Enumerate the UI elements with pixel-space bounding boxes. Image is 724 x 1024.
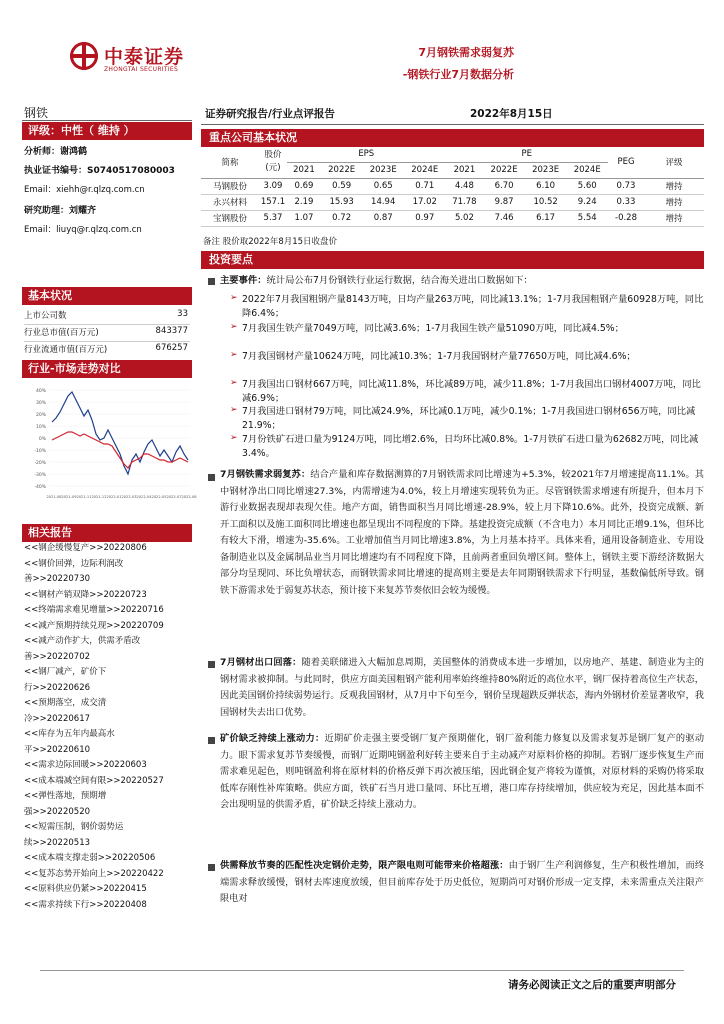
value-cell: 10.52 bbox=[525, 194, 567, 210]
paragraph-ore bbox=[220, 731, 704, 814]
value-cell: 9.24 bbox=[566, 194, 608, 210]
bullet-icon bbox=[208, 864, 215, 871]
table-row bbox=[201, 178, 704, 194]
x-tick-label: 2022-04 bbox=[136, 495, 152, 499]
paragraph-supply bbox=[220, 858, 704, 908]
value-cell: 9.87 bbox=[483, 194, 525, 210]
year-cell: 2022E bbox=[483, 162, 525, 178]
basic-label: 行业总市值(百万元) bbox=[24, 328, 99, 338]
y-tick-label: 0% bbox=[38, 437, 46, 442]
header-price-unit: (元) bbox=[265, 162, 281, 173]
y-tick-label: 10% bbox=[35, 425, 46, 430]
header-rating: 评级 bbox=[644, 146, 704, 178]
arrow-icon: ➢ bbox=[230, 405, 238, 415]
y-tick-label: -10% bbox=[34, 449, 46, 454]
report-title: 7月钢铁需求弱复苏 bbox=[418, 46, 514, 59]
paragraph-text: 结合产量和库存数据测算的7月钢铁需求同比增速为+5.3%，较2021年7月增速提高11.1%。其中钢材净出口同比增速27.3%，内需增速为4.0%，较上月增速实现转负为正。尽管钢铁需求增速有所提升，但本月下游行业数据表现却表现欠佳。地产方面，销售面积当月同比增速-28.9%，较上月下降10.6%。此外，投资完成额、新开工面积以及施工面积同比增速也都呈现出不同程度的下降。基建投资完成额（不含电力）本月同比正增9.1%，但环比有较大下滑，增速为-35.6%。工业增加值当月同比增速3.8%，为上月基本持平。具体来看，通用设备制造业、专用设备制造业以及金属制品业当月同比增速均有不同程度下降，且前两者重回负增区间。整体上，钢铁主要下游经济数据大部分均呈现同、环比负增状态，而钢铁需求同比增速的提高则主要是去年同期钢铁需求下行明显，基数偏低所导致。钢铁下游需求处于弱复苏状态，预计接下来复苏节奏依旧会较为缓慢。 bbox=[220, 469, 704, 596]
basic-value: 33 bbox=[177, 309, 188, 319]
company-name: 宝钢股份 bbox=[201, 210, 259, 226]
value-cell: 1.07 bbox=[287, 210, 321, 226]
trend-title: 行业-市场走势对比 bbox=[22, 360, 192, 378]
x-tick-label: 2022-07 bbox=[166, 495, 182, 499]
value-cell: 71.78 bbox=[446, 194, 484, 210]
x-tick-label: 2022-08 bbox=[181, 495, 197, 499]
paragraph-text: 由于钢厂生产利润修复，生产积极性增加，而终端需求释放缓慢，钢材去库速度放缓，但目前库存处于历史低位，短期尚可对钢价形成一定支撑，未来需重点关注限产限电对 bbox=[220, 860, 705, 904]
paragraph-text: 随着美联储进入大幅加息周期，美国整体的消费成本进一步增加，以房地产、基建、制造业为主的钢材需求被抑制。与此同时，供应方面美国粗钢产能利用率始终维持80%附近的高位水平，钢厂保持着高位生产状态，因此美国钢价持续弱势运行。反观我国钢材，从7月中下旬至今，钢价呈现超跌反弹状态，海内外钢材价差显著收窄，我国钢材失去出口优势。 bbox=[220, 657, 704, 718]
value-cell: 7.46 bbox=[483, 210, 525, 226]
x-tick-label: 2022-01 bbox=[106, 495, 122, 499]
table-row bbox=[201, 194, 704, 210]
value-cell: 5.54 bbox=[566, 210, 608, 226]
logo-text: 中泰证券 bbox=[104, 46, 185, 68]
price-cell: 3.09 bbox=[259, 178, 287, 194]
sub-point: 7月我国出口钢材667万吨，同比减11.8%，环比减89万吨，减少11.8%；1-7月我国出口钢材4007万吨，同比减6.9%； bbox=[242, 379, 701, 404]
value-cell: 0.71 bbox=[404, 178, 446, 194]
invest-title: 投资要点 bbox=[201, 251, 704, 269]
basic-title: 基本状况 bbox=[22, 287, 192, 305]
related-title: 相关报告 bbox=[22, 524, 192, 542]
header-eps: EPS bbox=[287, 146, 446, 162]
header-name: 简称 bbox=[201, 146, 259, 178]
report-date: 2022年8月15日 bbox=[470, 108, 553, 120]
logo-subtext: ZHONGTAI SECURITIES bbox=[104, 66, 179, 73]
arrow-icon: ➢ bbox=[230, 433, 238, 443]
value-cell: 0.65 bbox=[362, 178, 404, 194]
related-reports-list: <<钢企缓慢复产>>20220806 <<钢价回弹，边际利润改 善>>20220730 <<钢材产销双降>>20220723 <<终端需求难见增量>>20220716 <<减产预期持续兑现>>20220709 <<减产动作扩大，供需矛盾改 善>>20220702 <<钢厂减产，矿价下 行>>20220626 <<预期落空，成交清 冷>>20220617 <<库存为五年内最高水 平>>20220610 <<需求边际回暖>>20220603 <<成本端减空间有限>>20220527 <<弹性落地，预期增 强>>20220520 <<短需压制，钢价弱势运 续>>20220513 <<成本端支撑走弱>>20220506 <<复苏态势开始向上>>20220422 <<原料供应仍紧>>20220415 <<需求持续下行>>20220408 bbox=[24, 543, 164, 910]
rating-cell: 增持 bbox=[644, 194, 704, 210]
value-cell: 6.10 bbox=[525, 178, 567, 194]
value-cell: 0.97 bbox=[404, 210, 446, 226]
bullet-icon bbox=[208, 737, 215, 744]
peg-cell: -0.28 bbox=[608, 210, 644, 226]
y-tick-label: 40% bbox=[35, 389, 46, 394]
peg-cell: 0.33 bbox=[608, 194, 644, 210]
x-tick-label: 2021-08 bbox=[46, 495, 62, 499]
value-cell: 0.72 bbox=[321, 210, 363, 226]
header-price-label: 股价 bbox=[264, 149, 282, 160]
value-cell: 15.93 bbox=[321, 194, 363, 210]
analyst: 分析师：谢鸿鹤 bbox=[24, 147, 88, 157]
company-name: 马钢股份 bbox=[201, 178, 259, 194]
value-cell: 0.87 bbox=[362, 210, 404, 226]
year-cell: 2021 bbox=[287, 162, 321, 178]
header-peg: PEG bbox=[608, 146, 644, 178]
basic-row bbox=[24, 343, 190, 359]
y-tick-label: 20% bbox=[35, 413, 46, 418]
assistant: 研究助理：刘耀齐 bbox=[24, 206, 97, 216]
paragraph-label: 矿价缺乏持续上涨动力： bbox=[220, 733, 325, 744]
year-cell: 2023E bbox=[362, 162, 404, 178]
bullet-icon bbox=[208, 661, 215, 668]
value-cell: 0.69 bbox=[287, 178, 321, 194]
y-tick-label: 30% bbox=[35, 401, 46, 406]
trend-chart bbox=[22, 382, 197, 506]
paragraph-label: 7月钢材出口回落： bbox=[220, 657, 302, 668]
cert-no: 执业证书编号：S0740517080003 bbox=[24, 166, 175, 176]
arrow-icon: ➢ bbox=[230, 378, 238, 388]
sub-point: 7月我国钢材产量10624万吨，同比减10.3%；1-7月我国钢材产量77650万吨，同比减4.6%； bbox=[242, 351, 636, 362]
industry-label: 钢铁 bbox=[24, 106, 49, 120]
year-cell: 2024E bbox=[566, 162, 608, 178]
footer-divider bbox=[40, 970, 684, 971]
arrow-icon: ➢ bbox=[230, 350, 238, 360]
logo-icon bbox=[70, 42, 98, 70]
value-cell: 0.59 bbox=[321, 178, 363, 194]
sub-point: 7月我国进口钢材79万吨，同比减24.9%，环比减0.1万吨，减少0.1%；1-7月我国进口钢材656万吨，同比减21.9%； bbox=[242, 406, 696, 431]
rating-cell: 增持 bbox=[644, 178, 704, 194]
company-name: 永兴材料 bbox=[201, 194, 259, 210]
key-company-table bbox=[201, 146, 704, 227]
email-1: Email：xiehh@r.qlzq.com.cn bbox=[24, 185, 145, 195]
price-cell: 157.1 bbox=[259, 194, 287, 210]
value-cell: 5.60 bbox=[566, 178, 608, 194]
x-tick-label: 2022-05 bbox=[151, 495, 167, 499]
report-type: 证券研究报告/行业点评报告 bbox=[205, 108, 335, 120]
peg-cell: 0.73 bbox=[608, 178, 644, 194]
arrow-icon: ➢ bbox=[230, 322, 238, 332]
sub-point: 7月我国生铁产量7049万吨，同比减3.6%；1-7月我国生铁产量51090万吨，同比减4.5%； bbox=[242, 323, 624, 334]
bullet-icon bbox=[208, 474, 215, 481]
paragraph-label: 供需释放节奏的匹配性决定钢价走势，限产限电则可能带来价格超涨： bbox=[220, 860, 509, 871]
report-subtitle: -钢铁行业7月数据分析 bbox=[402, 68, 514, 81]
footer-note: 请务必阅读正文之后的重要声明部分 bbox=[508, 979, 676, 991]
basic-row bbox=[24, 326, 190, 342]
y-tick-label: -30% bbox=[34, 473, 46, 478]
year-cell: 2022E bbox=[321, 162, 363, 178]
bullet-icon bbox=[208, 278, 215, 285]
value-cell: 6.17 bbox=[525, 210, 567, 226]
header-pe: PE bbox=[446, 146, 608, 162]
year-cell: 2023E bbox=[525, 162, 567, 178]
year-cell: 2021 bbox=[446, 162, 484, 178]
email-2: Email：liuyq@r.qlzq.com.cn bbox=[24, 225, 142, 235]
x-tick-label: 2021-12 bbox=[91, 495, 107, 499]
value-cell: 2.19 bbox=[287, 194, 321, 210]
main-event bbox=[220, 272, 704, 289]
y-tick-label: -40% bbox=[34, 485, 46, 490]
x-tick-label: 2021-11 bbox=[76, 495, 92, 499]
x-tick-label: 2022-03 bbox=[121, 495, 137, 499]
main-event-label: 主要事件： bbox=[220, 275, 267, 286]
basic-value: 843377 bbox=[155, 326, 188, 336]
year-cell: 2024E bbox=[404, 162, 446, 178]
table-note: 备注 股价取2022年8月15日收盘价 bbox=[203, 237, 338, 247]
value-cell: 4.48 bbox=[446, 178, 484, 194]
rating-cell: 增持 bbox=[644, 210, 704, 226]
table-row bbox=[201, 210, 704, 226]
price-cell: 5.37 bbox=[259, 210, 287, 226]
key-company-title: 重点公司基本状况 bbox=[201, 129, 704, 147]
value-cell: 17.02 bbox=[404, 194, 446, 210]
basic-label: 行业流通市值(百万元) bbox=[24, 345, 108, 355]
header-price bbox=[259, 146, 287, 178]
main-event-text: 统计局公布7月份钢铁行业运行数据，结合海关进出口数据如下： bbox=[266, 275, 533, 286]
value-cell: 5.02 bbox=[446, 210, 484, 226]
sub-point: 2022年7月我国粗钢产量8143万吨，日均产量263万吨，同比减13.1%；1-7月我国粗钢产量60928万吨，同比降6.4%； bbox=[242, 294, 704, 319]
sub-point: 7月份铁矿石进口量为9124万吨，同比增2.6%，日均环比减0.8%。1-7月铁矿石进口量为62682万吨，同比减3.4%。 bbox=[242, 434, 699, 459]
value-cell: 6.70 bbox=[483, 178, 525, 194]
basic-label: 上市公司数 bbox=[24, 311, 67, 321]
basic-row bbox=[24, 309, 190, 325]
basic-value: 676257 bbox=[155, 343, 188, 353]
x-tick-label: 2021-09 bbox=[61, 495, 77, 499]
paragraph-text: 近期矿价走强主要受钢厂复产预期催化，钢厂盈利能力修复以及需求复苏是钢厂复产的驱动力。眼下需求复苏节奏缓慢，而钢厂近期吨钢盈利好转主要来自于主动减产对原料价格的抑制。若钢厂逐步恢复生产而需求难见起色，则吨钢盈利将在原材料的价格反弹下再次被压缩，因此钢企复产将较为谨慎，对原材料的采购仍将采取低库存刚性补库策略。供应方面，铁矿石当月进口量同、环比互增，港口库存持续增加，供应较为充足，因此基本面不会出现明显的供需矛盾，矿价缺乏持续上涨动力。 bbox=[220, 733, 705, 810]
rating-bar: 评级：中性（ 维持 ） bbox=[22, 122, 192, 140]
value-cell: 14.94 bbox=[362, 194, 404, 210]
divider bbox=[201, 124, 704, 125]
paragraph-export bbox=[220, 655, 704, 721]
paragraph-demand bbox=[220, 467, 704, 599]
y-tick-label: -20% bbox=[34, 461, 46, 466]
paragraph-label: 7月钢铁需求弱复苏： bbox=[220, 469, 311, 480]
arrow-icon: ➢ bbox=[230, 293, 238, 303]
divider bbox=[22, 120, 192, 121]
